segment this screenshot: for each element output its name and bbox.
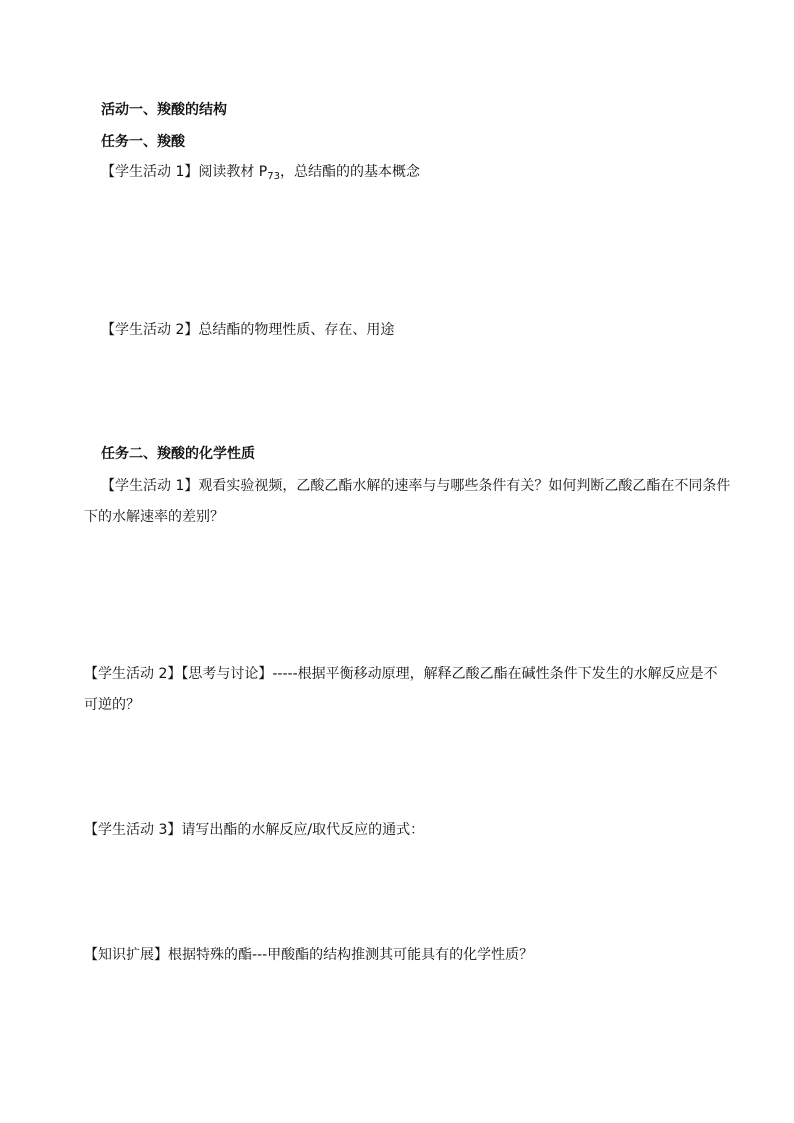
task-2-activity-1-line-2: 下的水解速率的差别？	[84, 509, 224, 525]
activity-text: 总结酯的物理性质、存在、用途	[198, 322, 395, 338]
activity-label: 【学生活动 2】	[101, 322, 199, 338]
task-2-activity-1-line-1	[101, 472, 730, 500]
activity-text: 观看实验视频，乙酸乙酯水解的速率与与哪些条件有关？如何判断乙酸乙酯在不同条件	[198, 478, 731, 494]
activity-text: 【思考与讨论】-----根据平衡移动原理，解释乙酸乙酯在碱性条件下发生的水解反应是不	[181, 666, 718, 682]
activity-label: 【学生活动 1】	[101, 478, 199, 494]
task-2-activity-3	[84, 816, 424, 844]
page-subscript: 73	[267, 171, 280, 182]
knowledge-extension	[84, 941, 533, 969]
task-2-activity-2-line-1	[84, 660, 718, 688]
activity-label: 【学生活动 3】	[84, 822, 182, 838]
section-heading-activity-1: 活动一、羧酸的结构	[101, 102, 227, 118]
task-2-activity-2-line-2: 可逆的？	[84, 697, 140, 713]
task-1-heading: 任务一、羧酸	[101, 134, 185, 150]
knowledge-text: 根据特殊的酯---甲酸酯的结构推测其可能具有的化学性质？	[168, 947, 534, 963]
task-2-heading: 任务二、羧酸的化学性质	[101, 446, 255, 462]
activity-text-continued: ，总结酯的的基本概念	[280, 164, 420, 180]
activity-text: 阅读教材 P	[198, 164, 268, 180]
activity-label: 【学生活动 1】	[101, 164, 199, 180]
task-1-activity-1	[101, 158, 420, 186]
activity-text: 请写出酯的水解反应/取代反应的通式：	[181, 822, 425, 838]
task-1-activity-2	[101, 316, 394, 344]
activity-label: 【学生活动 2】	[84, 666, 182, 682]
knowledge-label: 【知识扩展】	[84, 947, 168, 963]
